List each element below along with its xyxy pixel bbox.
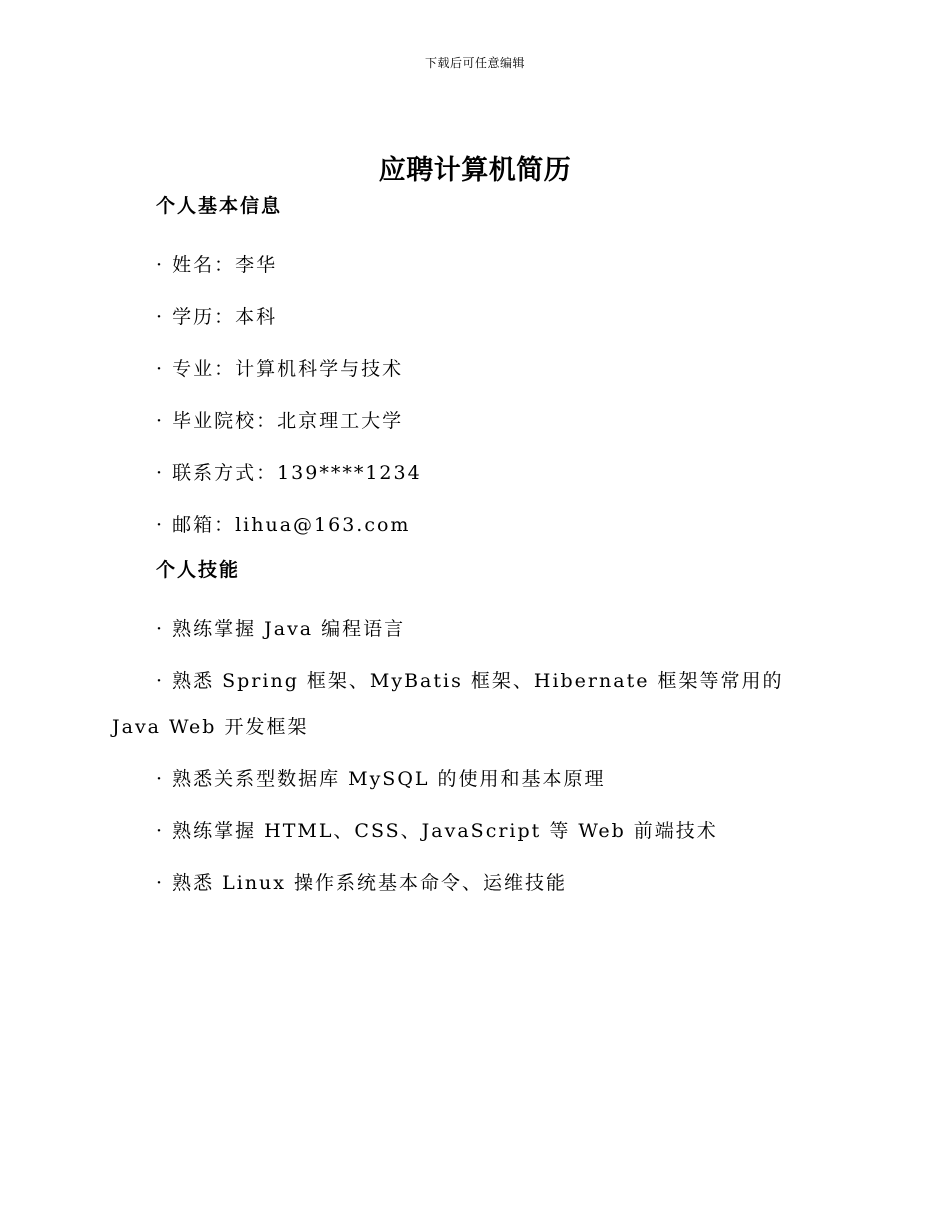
info-item-email: · 邮箱：lihua@163.com bbox=[156, 514, 411, 536]
info-item-education: · 学历：本科 bbox=[156, 306, 278, 328]
skill-item-frontend: · 熟练掌握 HTML、CSS、JavaScript 等 Web 前端技术 bbox=[156, 820, 718, 842]
section-heading-skills: 个人技能 bbox=[156, 559, 241, 581]
skill-item-frameworks: · 熟悉 Spring 框架、MyBatis 框架、Hibernate 框架等常用的 Java Web 开发框架 bbox=[112, 670, 784, 738]
resume-body bbox=[112, 190, 840, 912]
info-item-school: · 毕业院校：北京理工大学 bbox=[156, 410, 404, 432]
skill-item-mysql: · 熟悉关系型数据库 MySQL 的使用和基本原理 bbox=[156, 768, 606, 790]
skill-item-java: · 熟练掌握 Java 编程语言 bbox=[156, 618, 406, 640]
skill-item-linux: · 熟悉 Linux 操作系统基本命令、运维技能 bbox=[156, 872, 568, 894]
header-note: 下载后可任意编辑 bbox=[424, 56, 525, 70]
resume-title: 应聘计算机简历 bbox=[378, 155, 572, 186]
info-item-major: · 专业：计算机科学与技术 bbox=[156, 358, 404, 380]
info-item-phone: · 联系方式：139****1234 bbox=[156, 462, 422, 484]
section-heading-basic-info: 个人基本信息 bbox=[156, 195, 283, 217]
info-item-name: · 姓名：李华 bbox=[156, 254, 278, 276]
